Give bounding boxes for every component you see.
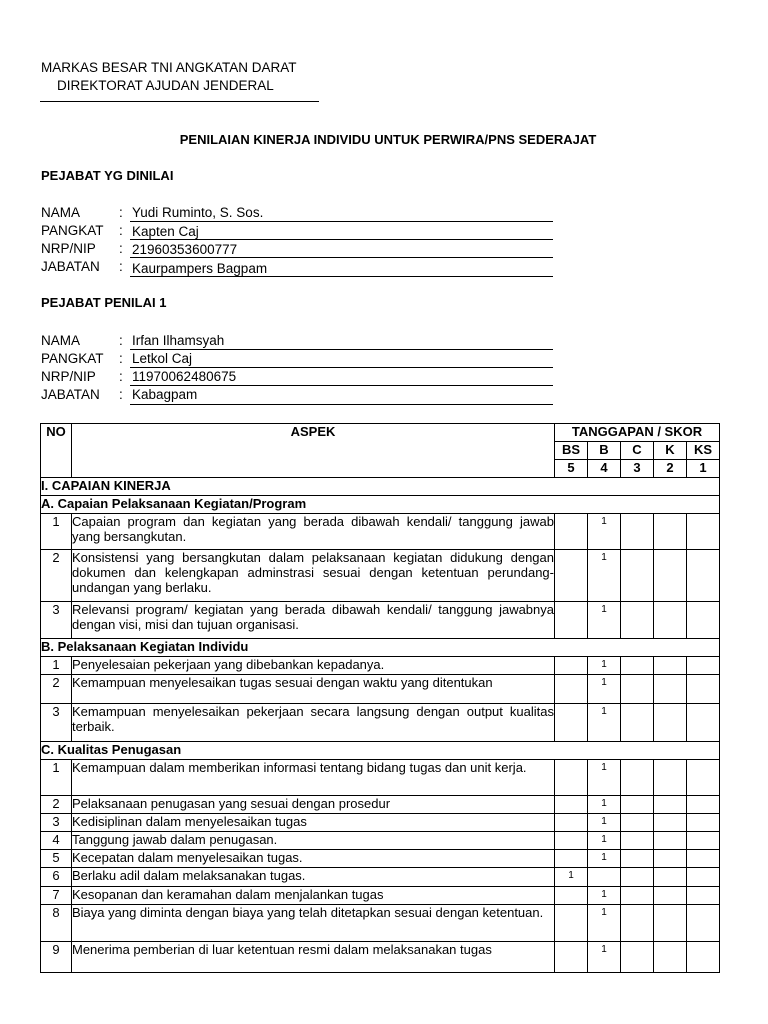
item-aspect: Kemampuan menyelesaikan pekerjaan secara langsung dengan output kualitas terbaik. (72, 704, 555, 742)
score-cell (687, 814, 720, 832)
assessed-field-nama: NAMA : Yudi Ruminto, S. Sos. (41, 205, 561, 223)
table-row (41, 850, 720, 868)
score-cell (621, 760, 654, 796)
score-cell (555, 850, 588, 868)
score-value: 4 (588, 460, 621, 478)
score-cell: 1 (588, 832, 621, 850)
col-header-aspek: ASPEK (72, 424, 555, 478)
assessor-field-nrp: NRP/NIP : 11970062480675 (41, 369, 561, 387)
item-aspect: Kecepatan dalam menyelesaikan tugas. (72, 850, 555, 868)
score-cell (654, 602, 687, 639)
score-cell (654, 657, 687, 675)
score-cell (555, 550, 588, 602)
item-aspect: Berlaku adil dalam melaksanakan tugas. (72, 868, 555, 887)
table-row (41, 704, 720, 742)
group-row (41, 742, 720, 760)
item-aspect: Konsistensi yang bersangkutan dalam pelaksanaan kegiatan didukung dengan dokumen dan kelengkapan adminstrasi sesuai dengan ketentuan perundang-undangan yang berlaku. (72, 550, 555, 602)
table-row (41, 657, 720, 675)
score-cell: 1 (588, 657, 621, 675)
item-aspect: Relevansi program/ kegiatan yang berada dibawah kendali/ tanggung jawabnya dengan visi, misi dan tujuan organisasi. (72, 602, 555, 639)
table-row (41, 602, 720, 639)
table-row (41, 905, 720, 942)
assessed-heading: PEJABAT YG DINILAI (41, 168, 174, 183)
field-value: 21960353600777 (132, 242, 238, 257)
score-cell (654, 796, 687, 814)
score-cell (555, 832, 588, 850)
item-number: 9 (41, 942, 72, 973)
item-number: 3 (41, 814, 72, 832)
field-value: Kapten Caj (132, 224, 199, 239)
letterhead-underline (40, 101, 319, 102)
table-row (41, 814, 720, 832)
score-cell (687, 832, 720, 850)
group-title: A. Capaian Pelaksanaan Kegiatan/Program (41, 496, 720, 514)
assessor-field-nama: NAMA : Irfan Ilhamsyah (41, 333, 561, 351)
item-number: 1 (41, 657, 72, 675)
score-cell (588, 868, 621, 887)
score-cell (555, 887, 588, 905)
item-aspect: Biaya yang diminta dengan biaya yang telah ditetapkan sesuai dengan ketentuan. (72, 905, 555, 942)
table-row (41, 760, 720, 796)
score-label: B (588, 442, 621, 460)
score-label: C (621, 442, 654, 460)
score-cell (621, 832, 654, 850)
score-cell (555, 905, 588, 942)
score-cell (687, 796, 720, 814)
col-header-no: NO (41, 424, 72, 478)
item-number: 5 (41, 850, 72, 868)
item-number: 3 (41, 704, 72, 742)
score-cell (621, 814, 654, 832)
item-number: 7 (41, 887, 72, 905)
score-cell (654, 905, 687, 942)
item-number: 4 (41, 832, 72, 850)
field-value: 11970062480675 (132, 369, 237, 384)
item-aspect: Tanggung jawab dalam penugasan. (72, 832, 555, 850)
assessor-field-jabatan: JABATAN : Kabagpam (41, 387, 561, 405)
score-cell (654, 850, 687, 868)
score-cell (654, 887, 687, 905)
table-row (41, 942, 720, 973)
item-number: 2 (41, 675, 72, 704)
score-cell (654, 832, 687, 850)
item-number: 6 (41, 868, 72, 887)
score-label: BS (555, 442, 588, 460)
score-value: 2 (654, 460, 687, 478)
score-cell (555, 942, 588, 973)
score-cell: 1 (588, 942, 621, 973)
score-cell (555, 814, 588, 832)
score-cell: 1 (588, 514, 621, 550)
score-cell (687, 602, 720, 639)
document-title: PENILAIAN KINERJA INDIVIDU UNTUK PERWIRA/PNS SEDERAJAT (179, 132, 597, 147)
item-aspect: Pelaksanaan penugasan yang sesuai dengan prosedur (72, 796, 555, 814)
score-cell (687, 550, 720, 602)
group-row (41, 639, 720, 657)
score-cell (621, 514, 654, 550)
table-row (41, 550, 720, 602)
score-cell (621, 868, 654, 887)
score-cell: 1 (588, 814, 621, 832)
score-value: 5 (555, 460, 588, 478)
item-number: 1 (41, 760, 72, 796)
assessed-field-jabatan: JABATAN : Kaurpampers Bagpam (41, 259, 561, 277)
score-cell (555, 704, 588, 742)
assessor-heading: PEJABAT PENILAI 1 (41, 295, 167, 310)
score-cell (687, 887, 720, 905)
assessment-table (40, 423, 720, 973)
item-number: 1 (41, 514, 72, 550)
score-cell (621, 905, 654, 942)
score-cell (654, 675, 687, 704)
score-cell (687, 675, 720, 704)
item-aspect: Capaian program dan kegiatan yang berada dibawah kendali/ tanggung jawab yang bersangkutan. (72, 514, 555, 550)
score-value: 3 (621, 460, 654, 478)
assessed-field-pangkat: PANGKAT : Kapten Caj (41, 223, 561, 241)
score-cell (654, 550, 687, 602)
score-cell (555, 602, 588, 639)
item-aspect: Kemampuan menyelesaikan tugas sesuai dengan waktu yang ditentukan (72, 675, 555, 704)
item-aspect: Kemampuan dalam memberikan informasi tentang bidang tugas dan unit kerja. (72, 760, 555, 796)
score-cell (654, 704, 687, 742)
score-cell (621, 796, 654, 814)
score-cell (687, 657, 720, 675)
table-row (41, 887, 720, 905)
score-cell (654, 814, 687, 832)
score-label: KS (687, 442, 720, 460)
score-cell: 1 (588, 675, 621, 704)
item-aspect: Kesopanan dan keramahan dalam menjalankan tugas (72, 887, 555, 905)
item-aspect: Penyelesaian pekerjaan yang dibebankan kepadanya. (72, 657, 555, 675)
assessor-field-pangkat: PANGKAT : Letkol Caj (41, 351, 561, 369)
section-heading: I. CAPAIAN KINERJA (41, 478, 720, 496)
assessed-field-nrp: NRP/NIP : 21960353600777 (41, 241, 561, 259)
score-cell: 1 (588, 887, 621, 905)
score-cell (555, 760, 588, 796)
item-number: 8 (41, 905, 72, 942)
score-cell (555, 657, 588, 675)
group-title: B. Pelaksanaan Kegiatan Individu (41, 639, 720, 657)
score-cell (654, 514, 687, 550)
field-value: Kaurpampers Bagpam (132, 261, 268, 276)
group-title: C. Kualitas Penugasan (41, 742, 720, 760)
table-row (41, 796, 720, 814)
score-cell (621, 675, 654, 704)
field-value: Yudi Ruminto, S. Sos. (132, 205, 264, 220)
letterhead-line-2: DIREKTORAT AJUDAN JENDERAL (57, 78, 274, 93)
item-number: 3 (41, 602, 72, 639)
score-cell (687, 760, 720, 796)
score-cell (621, 704, 654, 742)
score-value: 1 (687, 460, 720, 478)
score-cell (654, 760, 687, 796)
score-label: K (654, 442, 687, 460)
score-cell (621, 602, 654, 639)
score-cell (621, 887, 654, 905)
item-number: 2 (41, 796, 72, 814)
score-cell: 1 (588, 796, 621, 814)
score-cell: 1 (588, 550, 621, 602)
score-cell (654, 868, 687, 887)
group-row (41, 496, 720, 514)
score-cell (687, 850, 720, 868)
item-number: 2 (41, 550, 72, 602)
table-row (41, 868, 720, 887)
score-cell (687, 942, 720, 973)
score-cell (687, 514, 720, 550)
score-cell (555, 796, 588, 814)
score-cell: 1 (588, 704, 621, 742)
score-cell (654, 942, 687, 973)
field-value: Kabagpam (132, 387, 198, 402)
col-header-tanggapan: TANGGAPAN / SKOR (555, 424, 720, 442)
score-cell: 1 (588, 905, 621, 942)
score-cell: 1 (588, 850, 621, 868)
score-cell (555, 514, 588, 550)
item-aspect: Kedisiplinan dalam menyelesaikan tugas (72, 814, 555, 832)
field-value: Letkol Caj (132, 351, 193, 366)
table-row (41, 514, 720, 550)
score-cell (555, 675, 588, 704)
letterhead-line-1: MARKAS BESAR TNI ANGKATAN DARAT (41, 60, 297, 75)
score-cell (621, 850, 654, 868)
score-cell (621, 550, 654, 602)
field-value: Irfan Ilhamsyah (132, 333, 225, 348)
score-cell (687, 905, 720, 942)
score-cell: 1 (555, 868, 588, 887)
score-cell (621, 942, 654, 973)
item-aspect: Menerima pemberian di luar ketentuan resmi dalam melaksanakan tugas (72, 942, 555, 973)
score-cell (687, 868, 720, 887)
table-row (41, 832, 720, 850)
score-cell: 1 (588, 760, 621, 796)
score-cell: 1 (588, 602, 621, 639)
score-cell (621, 657, 654, 675)
score-cell (687, 704, 720, 742)
letterhead (41, 59, 297, 95)
table-row (41, 675, 720, 704)
